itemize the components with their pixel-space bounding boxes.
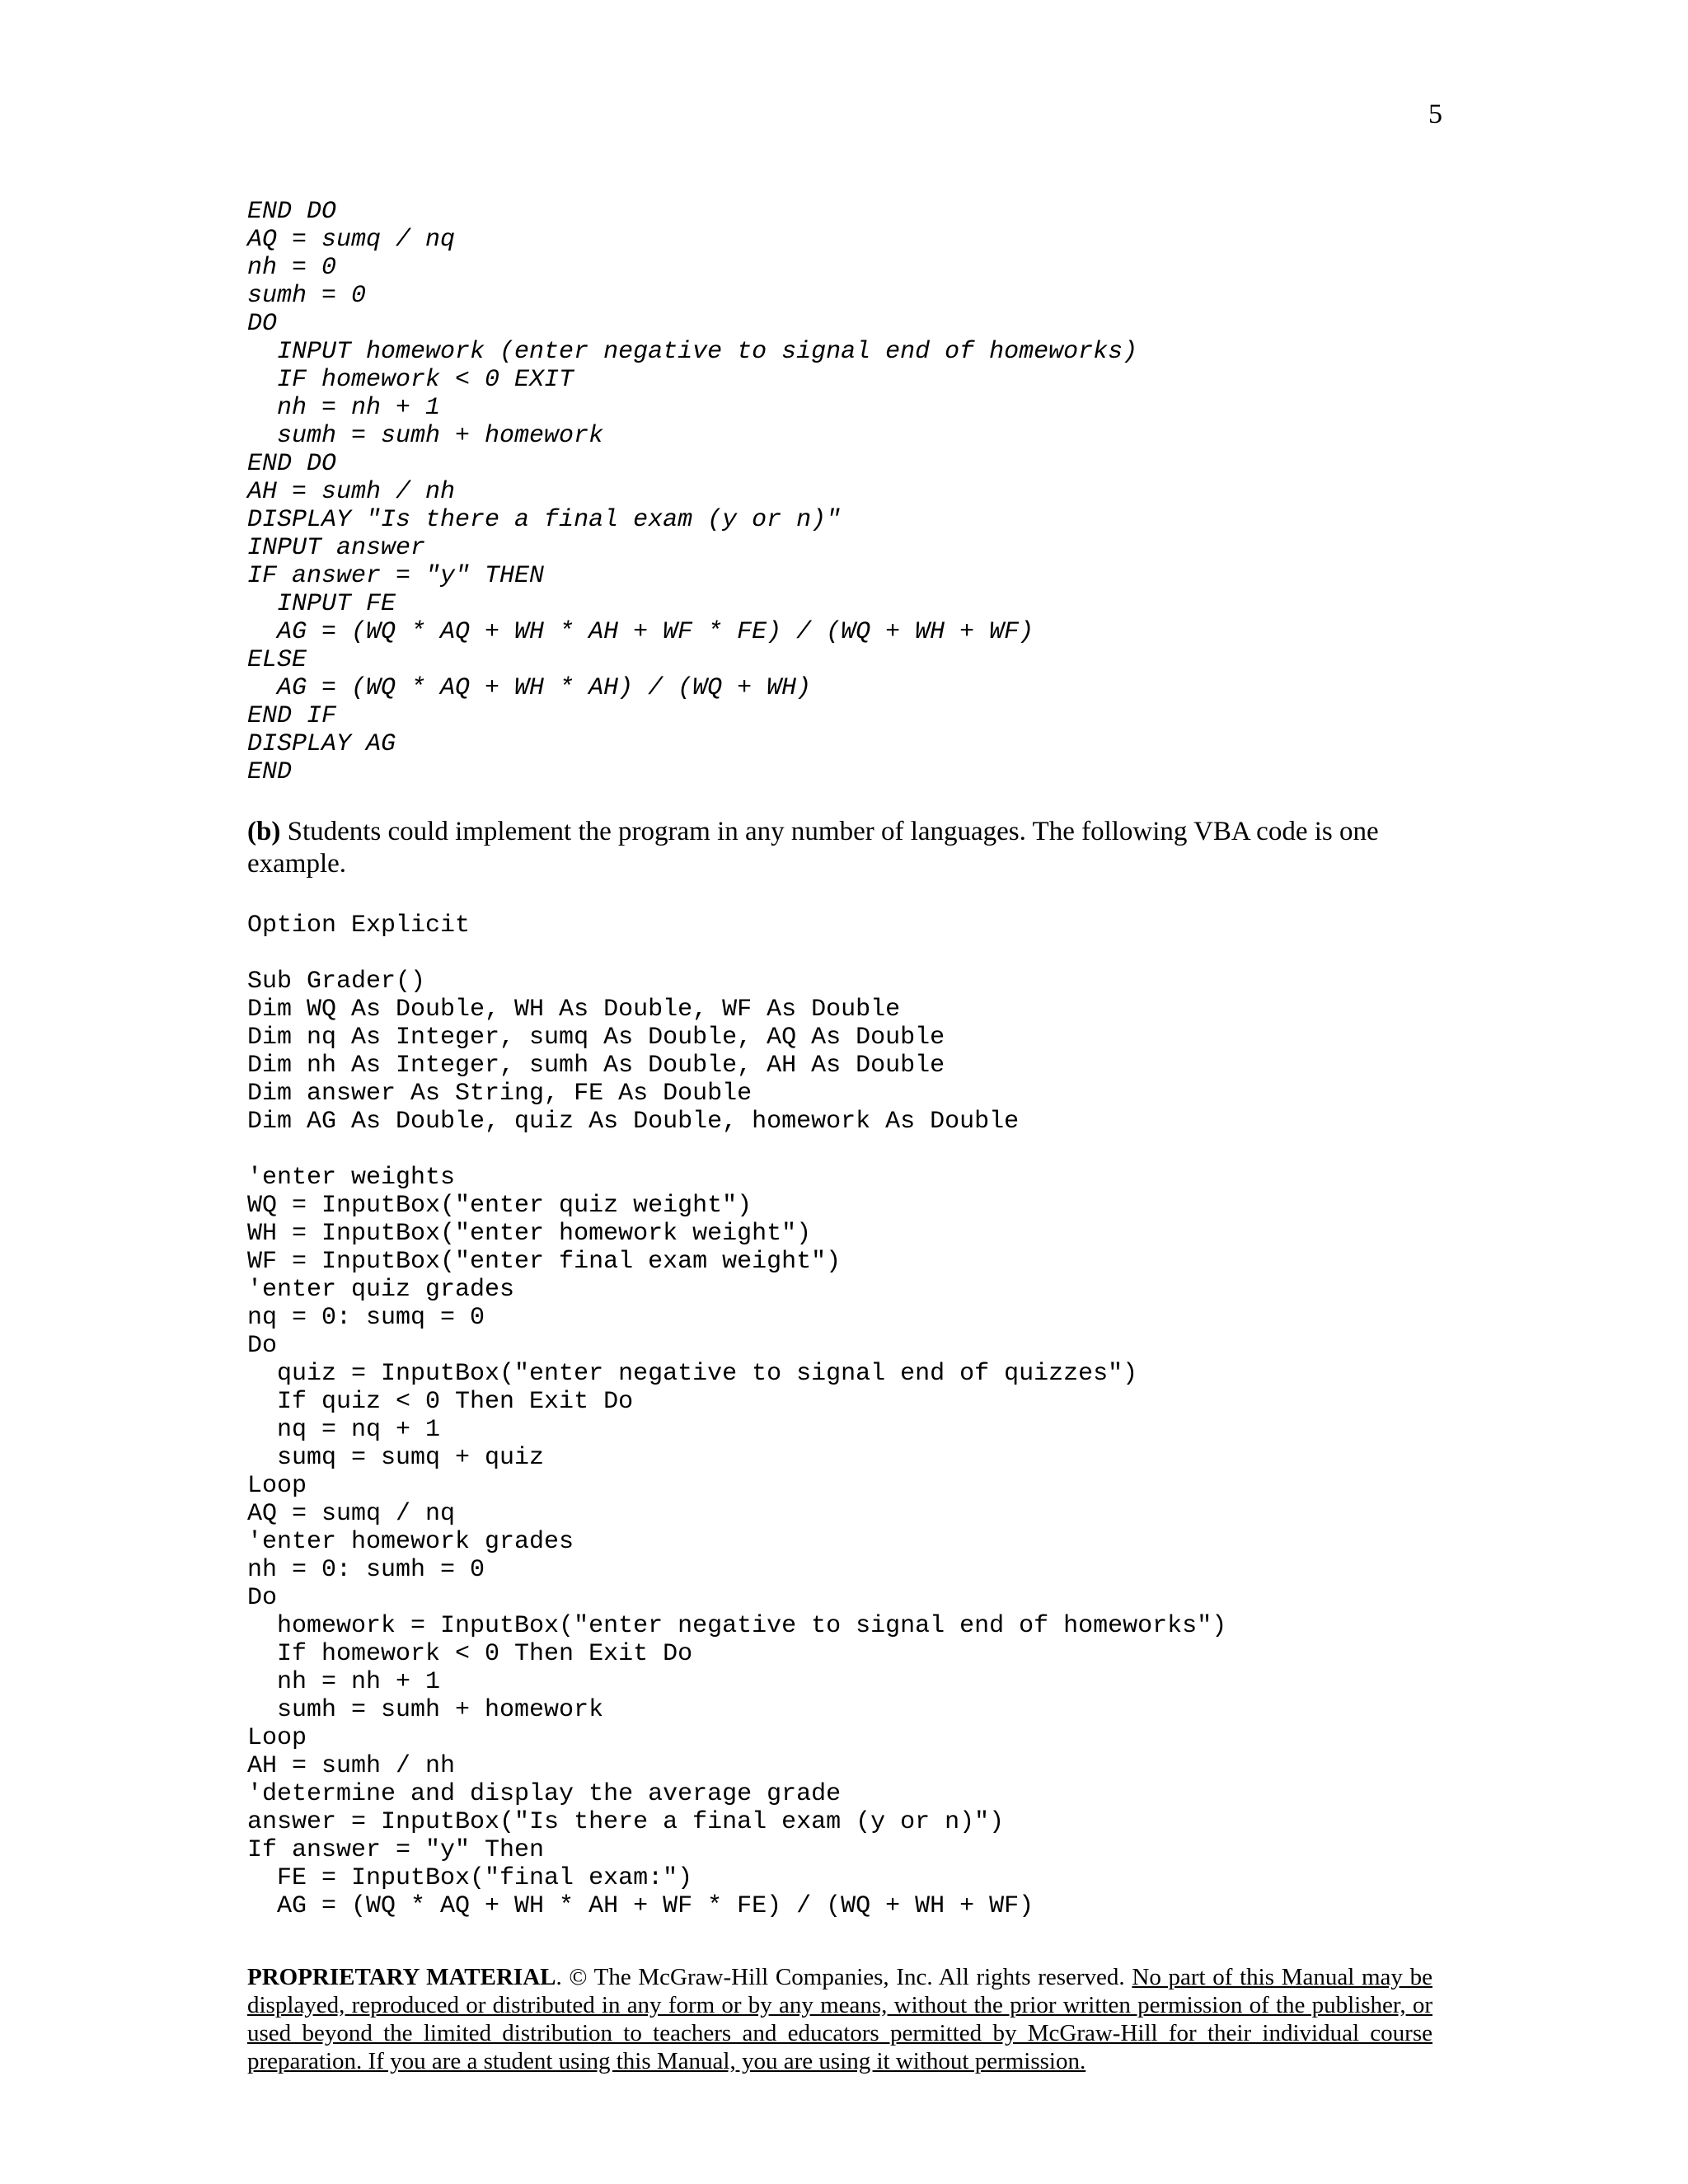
code-line: AQ = sumq / nq (247, 226, 456, 254)
code-line: quiz = InputBox("enter negative to signal end of quizzes") (247, 1360, 1138, 1388)
code-line: AQ = sumq / nq (247, 1500, 456, 1528)
code-line: INPUT FE (247, 590, 396, 618)
code-line: Sub Grader() (247, 968, 426, 996)
code-line: sumh = sumh + homework (247, 422, 604, 450)
code-line: sumh = 0 (247, 282, 367, 310)
code-line: WH = InputBox("enter homework weight") (247, 1220, 812, 1248)
code-line: END (247, 758, 293, 786)
copyright-footer (247, 1963, 1432, 2075)
code-line: nh = 0 (247, 254, 337, 282)
code-line: sumq = sumq + quiz (247, 1444, 545, 1472)
code-line: 'enter homework grades (247, 1528, 574, 1556)
code-line: END DO (247, 450, 337, 478)
part-b-text: Students could implement the program in any number of languages. The following VBA code is one example. (247, 817, 1379, 879)
code-line: If quiz < 0 Then Exit Do (247, 1388, 634, 1416)
code-line: Dim nq As Integer, sumq As Double, AQ As Double (247, 1024, 945, 1052)
code-line: homework = InputBox("enter negative to signal end of homeworks") (247, 1612, 1227, 1640)
code-line: Loop (247, 1472, 307, 1500)
code-line: INPUT answer (247, 534, 426, 562)
code-line: 'enter quiz grades (247, 1276, 515, 1304)
code-line: sumh = sumh + homework (247, 1696, 604, 1724)
code-line: WF = InputBox("enter final exam weight") (247, 1248, 842, 1276)
code-line: ELSE (247, 646, 307, 674)
code-line: nh = 0: sumh = 0 (247, 1556, 485, 1584)
code-line: Do (247, 1332, 278, 1360)
code-line: 'determine and display the average grade (247, 1780, 842, 1808)
pseudocode-block (247, 198, 1137, 786)
page-number: 5 (1428, 99, 1442, 129)
code-line: Option Explicit (247, 912, 471, 940)
code-line: nq = nq + 1 (247, 1416, 441, 1444)
code-line: AH = sumh / nh (247, 1752, 456, 1780)
code-line: Dim WQ As Double, WH As Double, WF As Double (247, 996, 901, 1024)
code-line: Loop (247, 1724, 307, 1752)
code-line: WQ = InputBox("enter quiz weight") (247, 1192, 753, 1220)
code-line: AG = (WQ * AQ + WH * AH + WF * FE) / (WQ + WH + WF) (247, 618, 1034, 646)
code-line: answer = InputBox("Is there a final exam (y or n)") (247, 1808, 1005, 1836)
code-line: DISPLAY AG (247, 730, 396, 758)
footer-warning: No part of this Manual may be displayed, reproduced or distributed in any form or by any means, without the prior written permission of the publisher, or used beyond the limited distribution to teachers and educators permitted by McGraw-Hill for their individual course preparation. If you are a student using this Manual, you are using it without permission. (247, 1964, 1432, 2074)
part-b-label: (b) (247, 817, 281, 846)
code-line: Do (247, 1584, 278, 1612)
code-line: Dim answer As String, FE As Double (247, 1080, 753, 1108)
part-b-paragraph (247, 816, 1434, 880)
code-line: nq = 0: sumq = 0 (247, 1304, 485, 1332)
footer-lead: PROPRIETARY MATERIAL (247, 1964, 556, 1990)
footer-middle: . © The McGraw-Hill Companies, Inc. All rights reserved. (556, 1964, 1132, 1990)
code-line: AH = sumh / nh (247, 478, 456, 506)
code-line: If answer = "y" Then (247, 1836, 545, 1864)
code-line: nh = nh + 1 (247, 1668, 441, 1696)
code-line: DO (247, 310, 278, 338)
code-line: DISPLAY "Is there a final exam (y or n)" (247, 506, 842, 534)
code-line (247, 1136, 1226, 1164)
code-line: AG = (WQ * AQ + WH * AH) / (WQ + WH) (247, 674, 812, 702)
code-line: FE = InputBox("final exam:") (247, 1864, 693, 1892)
code-line: If homework < 0 Then Exit Do (247, 1640, 693, 1668)
code-line: IF homework < 0 EXIT (247, 366, 574, 394)
code-line: IF answer = "y" THEN (247, 562, 545, 590)
code-line: nh = nh + 1 (247, 394, 441, 422)
vba-code-block (247, 912, 1226, 1920)
code-line: Dim AG As Double, quiz As Double, homework As Double (247, 1108, 1020, 1136)
code-line (247, 940, 1226, 968)
code-line: END DO (247, 198, 337, 226)
code-line: 'enter weights (247, 1164, 456, 1192)
code-line: INPUT homework (enter negative to signal end of homeworks) (247, 338, 1138, 366)
code-line: END IF (247, 702, 337, 730)
code-line: Dim nh As Integer, sumh As Double, AH As Double (247, 1052, 945, 1080)
code-line: AG = (WQ * AQ + WH * AH + WF * FE) / (WQ + WH + WF) (247, 1892, 1034, 1920)
